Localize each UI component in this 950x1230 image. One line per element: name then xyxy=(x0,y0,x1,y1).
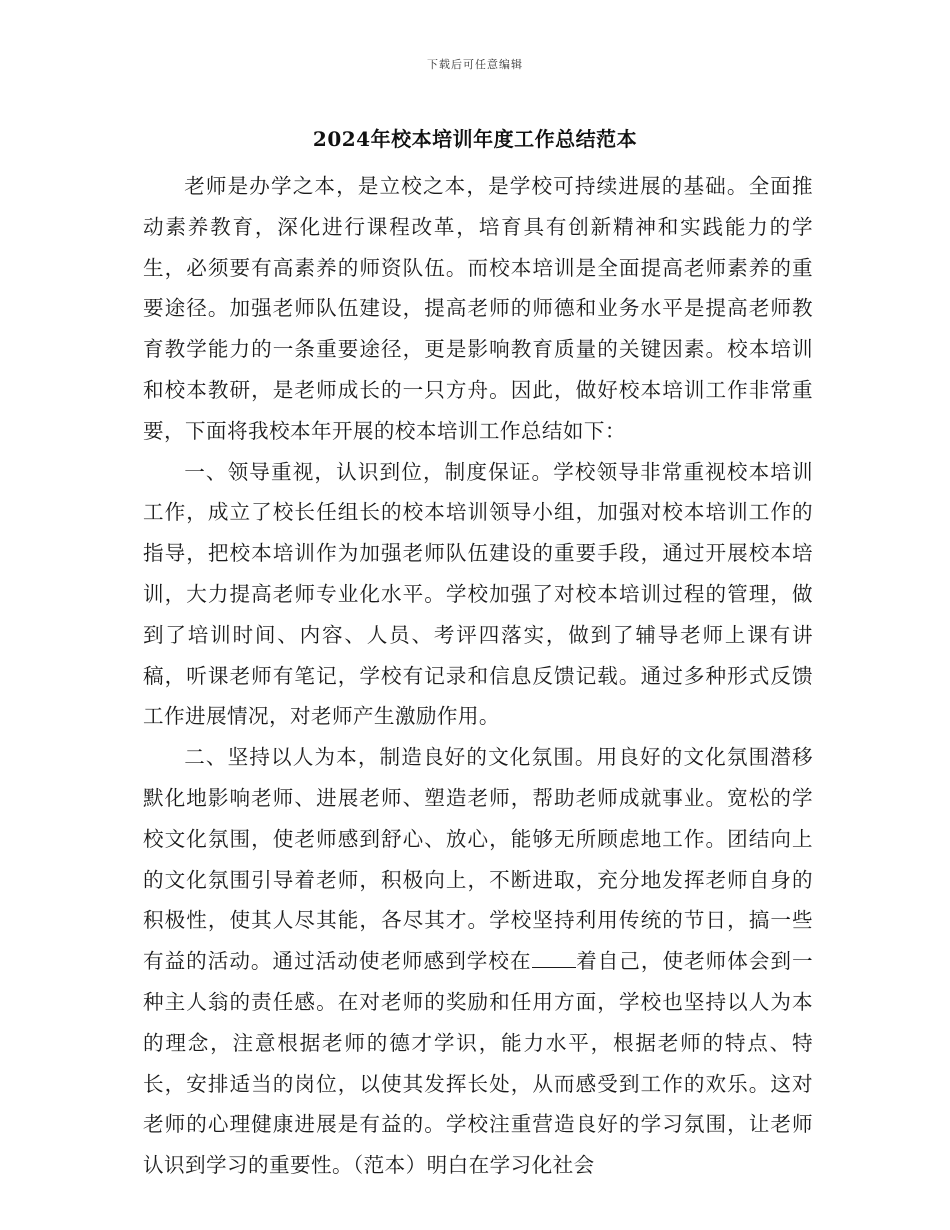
paragraph-section-2-part-1: 二、坚持以人为本，制造良好的文化氛围。用良好的文化氛围潜移默化地影响老师、进展老师、塑造老师，帮助老师成就事业。宽松的学校文化氛围，使老师感到舒心、放心，能够无所顾虑地工作。团结向上的文化氛围引导着老师，积极向上，不断进取，充分地发挥老师自身的积极性，使其人尽其能，各尽其才。学校坚持利用传统的节日，搞一些有益的活动。通过活动使老师感到学校在 xyxy=(143,745,813,974)
paragraph-section-2-part-2: 着自己，使老师体会到一种主人翁的责任感。在对老师的奖励和任用方面，学校也坚持以人为本的理念，注意根据老师的德才学识，能力水平，根据老师的特点、特长，安排适当的岗位，以使其发挥长处，从而感受到工作的欢乐。这对老师的心理健康进展是有益的。学校注重营造良好的学习氛围，让老师认识到学习的重要性。（范本）明白在学习化社会 xyxy=(143,949,813,1178)
document-title: 2024年校本培训年度工作总结范本 xyxy=(312,127,638,151)
header-note: 下载后可任意编辑 xyxy=(427,58,523,71)
document-body xyxy=(143,166,813,1186)
paragraph-section-2 xyxy=(143,737,813,1186)
paragraph-section-1: 一、领导重视，认识到位，制度保证。学校领导非常重视校本培训工作，成立了校长任组长的校本培训领导小组，加强对校本培训工作的指导，把校本培训作为加强老师队伍建设的重要手段，通过开展校本培训，大力提高老师专业化水平。学校加强了对校本培训过程的管理，做到了培训时间、内容、人员、考评四落实，做到了辅导老师上课有讲稿，听课老师有笔记，学校有记录和信息反馈记载。通过多种形式反馈工作进展情况，对老师产生激励作用。 xyxy=(143,459,813,729)
fill-in-blank xyxy=(532,949,576,968)
paragraph-intro: 老师是办学之本，是立校之本，是学校可持续进展的基础。全面推动素养教育，深化进行课程改革，培育具有创新精神和实践能力的学生，必须要有高素养的师资队伍。而校本培训是全面提高老师素养的重要途径。加强老师队伍建设，提高老师的师德和业务水平是提高老师教育教学能力的一条重要途径，更是影响教育质量的关键因素。校本培训和校本教研，是老师成长的一只方舟。因此，做好校本培训工作非常重要，下面将我校本年开展的校本培训工作总结如下： xyxy=(143,174,813,443)
